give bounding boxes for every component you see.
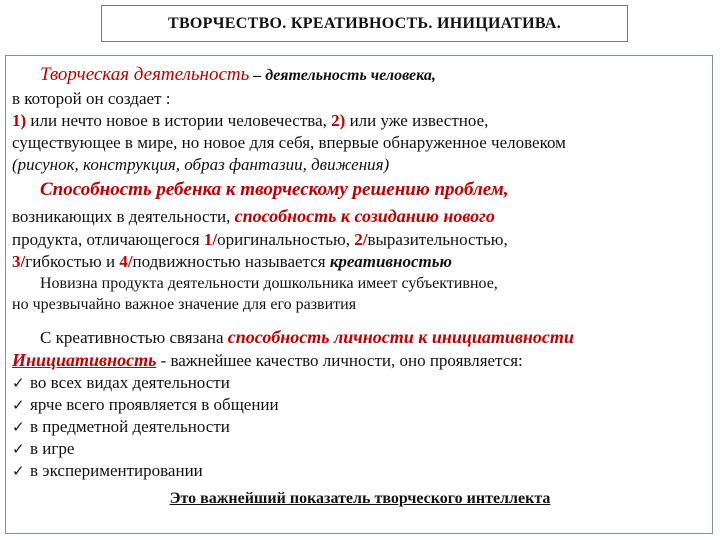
text-line (12, 133, 566, 153)
text-span: возникающих в деятельности, (12, 207, 235, 226)
list-item-label: в игре (30, 439, 75, 458)
text-span: или нечто новое в истории человечества, (26, 111, 332, 130)
text-span: гибкостью и (25, 252, 120, 271)
text-span: - важнейшее качество личности, оно проявляется: (156, 351, 523, 370)
term-creative-activity: Творческая деятельность (40, 64, 250, 85)
text-span: оригинальностью, (217, 230, 355, 249)
list-item-label: во всех видах деятельности (30, 373, 230, 392)
checkmark-icon: ✓ (12, 418, 25, 436)
text-span: существующее в мире, но новое для себя, впервые обнаруженное человеком (12, 133, 566, 152)
text-line (12, 111, 488, 131)
text-line (12, 206, 495, 227)
text-span: но чрезвычайно важное значение для его развития (12, 296, 357, 313)
text-line (12, 252, 452, 272)
text-line (40, 327, 574, 348)
text-span: Новизна продукта деятельности дошкольника имеет субъективное, (40, 275, 498, 292)
checkmark-icon: ✓ (12, 374, 25, 392)
checkmark-icon: ✓ (12, 396, 25, 414)
checkmark-icon: ✓ (12, 440, 25, 458)
text-span: продукта, отличающегося (12, 230, 204, 249)
text-line (12, 350, 523, 371)
text-span: подвижностью называется (132, 252, 330, 271)
number-marker: 2) (331, 111, 346, 130)
definition-text: – деятельность человека, (249, 67, 436, 84)
text-line (40, 274, 498, 294)
number-marker: 3/ (12, 252, 26, 271)
text-span: или уже известное, (345, 111, 489, 130)
number-marker: 1) (12, 111, 27, 130)
text-line (12, 89, 170, 109)
text-span: С креативностью связана (40, 328, 228, 347)
checkmark-icon: ✓ (12, 462, 25, 480)
text-line (12, 295, 356, 315)
text-span: выразительностью, (367, 230, 508, 249)
text-span: Способность ребенка к творческому решению проблем, (40, 179, 509, 200)
text-span: (рисунок, конструкция, образ фантазии, движения) (12, 155, 390, 174)
text-line (12, 230, 508, 250)
number-marker: 1/ (203, 230, 218, 249)
term-creation-ability: способность к созиданию нового (234, 206, 495, 226)
term-creativity-ability (40, 180, 509, 200)
text-line (12, 155, 389, 175)
list-item (12, 395, 279, 415)
term-initiative-ability: способность личности к инициативности (227, 327, 574, 347)
list-item-label: в экспериментировании (30, 461, 203, 480)
list-item (12, 461, 203, 481)
term-initiative: Инициативность (12, 350, 157, 370)
number-marker: 4/ (119, 252, 133, 271)
definition-creative-activity (40, 65, 436, 86)
number-marker: 2/ (354, 230, 368, 249)
page-title: ТВОРЧЕСТВО. КРЕАТИВНОСТЬ. ИНИЦИАТИВА. (101, 5, 628, 42)
term-creativity: креативностью (329, 252, 452, 271)
conclusion-text: Это важнейший показатель творческого интеллекта (169, 490, 551, 507)
list-item (12, 417, 230, 437)
list-item (12, 373, 230, 393)
text-span: в которой он создает : (12, 89, 171, 108)
list-item (12, 439, 74, 459)
list-item-label: в предметной деятельности (30, 417, 230, 436)
list-item-label: ярче всего проявляется в общении (30, 395, 279, 414)
